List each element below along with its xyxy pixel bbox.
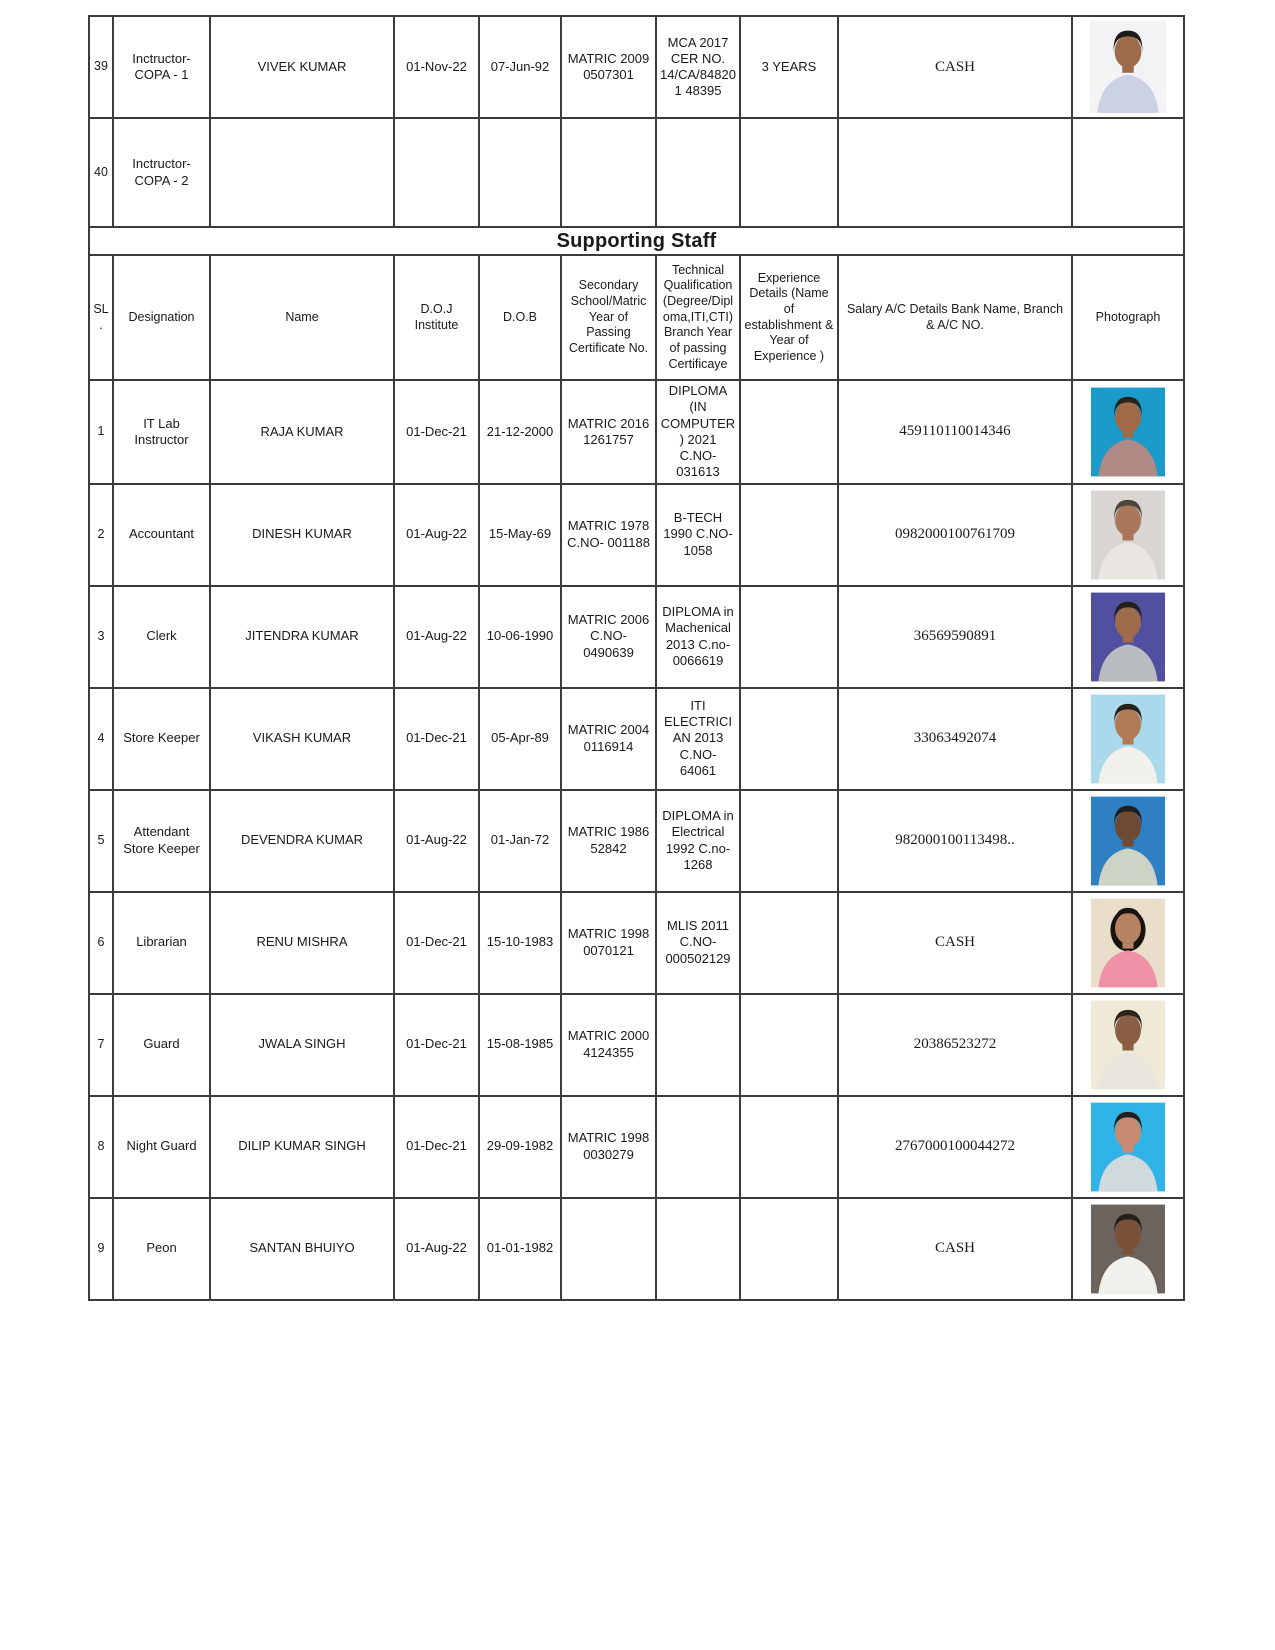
table-row	[89, 484, 1184, 586]
cell-name: SANTAN BHUIYO	[210, 1198, 394, 1300]
cell-designation: Inctructor- COPA - 2	[113, 118, 210, 227]
cell-doj: 01-Aug-22	[394, 790, 479, 892]
table-row	[89, 118, 1184, 227]
staff-photo	[1091, 694, 1165, 784]
cell-doj: 01-Aug-22	[394, 1198, 479, 1300]
cell-doj: 01-Dec-21	[394, 994, 479, 1096]
cell-dob: 21-12-2000	[479, 380, 561, 484]
cell-matric: MATRIC 2016 1261757	[561, 380, 656, 484]
cell-matric: MATRIC 1998 0030279	[561, 1096, 656, 1198]
cell-salary: 982000100113498..	[838, 790, 1072, 892]
cell-salary: 20386523272	[838, 994, 1072, 1096]
cell-sl: 39	[89, 16, 113, 118]
cell-technical	[656, 1198, 740, 1300]
cell-dob: 01-Jan-72	[479, 790, 561, 892]
cell-doj: 01-Dec-21	[394, 892, 479, 994]
cell-photograph	[1072, 16, 1184, 118]
cell-technical: DIPLOMA (IN COMPUTER) 2021 C.NO-031613	[656, 380, 740, 484]
cell-technical: DIPLOMA in Machenical 2013 C.no- 0066619	[656, 586, 740, 688]
cell-dob: 05-Apr-89	[479, 688, 561, 790]
cell-sl: 6	[89, 892, 113, 994]
cell-experience	[740, 688, 838, 790]
cell-designation: Attendant Store Keeper	[113, 790, 210, 892]
staff-photo	[1091, 796, 1165, 886]
table-row	[89, 892, 1184, 994]
cell-photograph	[1072, 790, 1184, 892]
cell-technical	[656, 994, 740, 1096]
cell-designation: Peon	[113, 1198, 210, 1300]
table-row	[89, 16, 1184, 118]
cell-salary: 36569590891	[838, 586, 1072, 688]
cell-matric	[561, 1198, 656, 1300]
cell-sl: 4	[89, 688, 113, 790]
cell-doj	[394, 118, 479, 227]
column-header: Name	[210, 255, 394, 380]
cell-technical: DIPLOMA in Electrical 1992 C.no-1268	[656, 790, 740, 892]
cell-sl: 2	[89, 484, 113, 586]
cell-experience	[740, 790, 838, 892]
cell-designation: Accountant	[113, 484, 210, 586]
column-header: Secondary School/Matric Year of Passing Certificate No.	[561, 255, 656, 380]
staff-photo	[1091, 1204, 1165, 1294]
cell-photograph	[1072, 1198, 1184, 1300]
cell-designation: Store Keeper	[113, 688, 210, 790]
cell-doj: 01-Dec-21	[394, 688, 479, 790]
cell-experience: 3 YEARS	[740, 16, 838, 118]
cell-name: DINESH KUMAR	[210, 484, 394, 586]
cell-designation: Clerk	[113, 586, 210, 688]
cell-photograph	[1072, 1096, 1184, 1198]
staff-photo	[1091, 592, 1165, 682]
cell-sl: 7	[89, 994, 113, 1096]
cell-matric: MATRIC 2009 0507301	[561, 16, 656, 118]
cell-matric: MATRIC 1978 C.NO- 001188	[561, 484, 656, 586]
cell-experience	[740, 586, 838, 688]
cell-matric	[561, 118, 656, 227]
column-header: Technical Qualification (Degree/Diploma,ITI,CTI) Branch Year of passing Certificaye	[656, 255, 740, 380]
cell-name: JWALA SINGH	[210, 994, 394, 1096]
cell-designation: IT Lab Instructor	[113, 380, 210, 484]
header-row	[89, 255, 1184, 380]
staff-photo	[1078, 21, 1178, 113]
staff-photo	[1091, 490, 1165, 580]
cell-salary	[838, 118, 1072, 227]
cell-sl: 40	[89, 118, 113, 227]
table-row	[89, 1198, 1184, 1300]
cell-photograph	[1072, 994, 1184, 1096]
cell-matric: MATRIC 1986 52842	[561, 790, 656, 892]
cell-doj: 01-Dec-21	[394, 380, 479, 484]
cell-dob: 07-Jun-92	[479, 16, 561, 118]
cell-photograph	[1072, 118, 1184, 227]
table-row	[89, 688, 1184, 790]
column-header: Photograph	[1072, 255, 1184, 380]
cell-salary: CASH	[838, 1198, 1072, 1300]
cell-technical	[656, 118, 740, 227]
cell-designation: Inctructor- COPA - 1	[113, 16, 210, 118]
column-header: Salary A/C Details Bank Name, Branch & A/C NO.	[838, 255, 1072, 380]
staff-photo	[1091, 1102, 1165, 1192]
cell-matric: MATRIC 2004 0116914	[561, 688, 656, 790]
cell-doj: 01-Aug-22	[394, 484, 479, 586]
table-row	[89, 790, 1184, 892]
cell-experience	[740, 118, 838, 227]
cell-experience	[740, 1096, 838, 1198]
cell-technical: MLIS 2011 C.NO- 000502129	[656, 892, 740, 994]
cell-technical: ITI ELECTRICIAN 2013 C.NO- 64061	[656, 688, 740, 790]
cell-name: DEVENDRA KUMAR	[210, 790, 394, 892]
cell-salary: CASH	[838, 892, 1072, 994]
staff-table	[88, 15, 1185, 1301]
staff-photo	[1091, 1000, 1165, 1090]
cell-sl: 3	[89, 586, 113, 688]
cell-matric: MATRIC 1998 0070121	[561, 892, 656, 994]
table-row	[89, 1096, 1184, 1198]
column-header: Experience Details (Name of establishment & Year of Experience )	[740, 255, 838, 380]
cell-experience	[740, 484, 838, 586]
cell-salary: 0982000100761709	[838, 484, 1072, 586]
section-title: Supporting Staff	[89, 227, 1184, 255]
cell-sl: 5	[89, 790, 113, 892]
table-row	[89, 380, 1184, 484]
cell-name	[210, 118, 394, 227]
cell-name: JITENDRA KUMAR	[210, 586, 394, 688]
cell-photograph	[1072, 688, 1184, 790]
cell-name: DILIP KUMAR SINGH	[210, 1096, 394, 1198]
cell-sl: 9	[89, 1198, 113, 1300]
cell-dob: 15-08-1985	[479, 994, 561, 1096]
cell-technical: MCA 2017 CER NO. 14/CA/848201 48395	[656, 16, 740, 118]
column-header: Designation	[113, 255, 210, 380]
cell-name: VIKASH KUMAR	[210, 688, 394, 790]
cell-dob: 15-May-69	[479, 484, 561, 586]
cell-technical	[656, 1096, 740, 1198]
cell-name: RENU MISHRA	[210, 892, 394, 994]
cell-photograph	[1072, 380, 1184, 484]
cell-matric: MATRIC 2006 C.NO- 0490639	[561, 586, 656, 688]
cell-name: RAJA KUMAR	[210, 380, 394, 484]
cell-experience	[740, 994, 838, 1096]
cell-name: VIVEK KUMAR	[210, 16, 394, 118]
column-header: D.O.J Institute	[394, 255, 479, 380]
cell-salary: CASH	[838, 16, 1072, 118]
cell-experience	[740, 892, 838, 994]
cell-dob	[479, 118, 561, 227]
cell-dob: 15-10-1983	[479, 892, 561, 994]
table-row	[89, 586, 1184, 688]
cell-dob: 10-06-1990	[479, 586, 561, 688]
cell-experience	[740, 1198, 838, 1300]
cell-sl: 8	[89, 1096, 113, 1198]
staff-photo	[1091, 387, 1165, 477]
cell-photograph	[1072, 484, 1184, 586]
cell-salary: 33063492074	[838, 688, 1072, 790]
cell-dob: 29-09-1982	[479, 1096, 561, 1198]
cell-designation: Librarian	[113, 892, 210, 994]
cell-photograph	[1072, 892, 1184, 994]
cell-doj: 01-Dec-21	[394, 1096, 479, 1198]
cell-matric: MATRIC 2000 4124355	[561, 994, 656, 1096]
cell-designation: Guard	[113, 994, 210, 1096]
cell-doj: 01-Aug-22	[394, 586, 479, 688]
staff-photo	[1091, 898, 1165, 988]
cell-salary: 2767000100044272	[838, 1096, 1072, 1198]
cell-sl: 1	[89, 380, 113, 484]
column-header: D.O.B	[479, 255, 561, 380]
cell-salary: 459110110014346	[838, 380, 1072, 484]
column-header: SL.	[89, 255, 113, 380]
table-row	[89, 994, 1184, 1096]
table-row	[89, 227, 1184, 255]
cell-photograph	[1072, 586, 1184, 688]
cell-doj: 01-Nov-22	[394, 16, 479, 118]
cell-designation: Night Guard	[113, 1096, 210, 1198]
cell-dob: 01-01-1982	[479, 1198, 561, 1300]
cell-technical: B-TECH 1990 C.NO- 1058	[656, 484, 740, 586]
cell-experience	[740, 380, 838, 484]
